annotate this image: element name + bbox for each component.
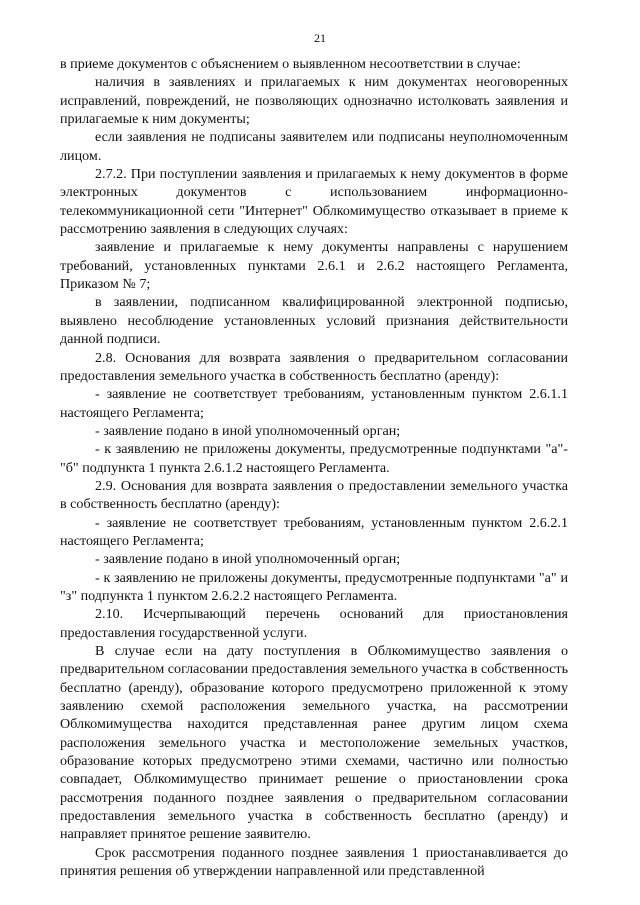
page-number: 21 xyxy=(314,31,326,45)
paragraph: Срок рассмотрения поданного позднее заявления 1 приостанавливается до принятия решения об утверждении направленной или представленной xyxy=(60,844,568,880)
paragraph: - заявление подано в иной уполномоченный орган; xyxy=(95,422,401,439)
paragraph: если заявления не подписаны заявителем или подписаны неуполномоченным лицом. xyxy=(60,129,568,164)
paragraph: наличия в заявлениях и прилагаемых к ним документах неоговоренных исправлений, повреждений, не позволяющих однозначно истолковать заявления и прилагаемые к ним документы; xyxy=(60,74,568,128)
paragraph: 2.9. Основания для возврата заявления о предоставлении земельного участка в собственность бесплатно (аренду): xyxy=(60,477,568,513)
paragraph: В случае если на дату поступления в Облкомимущество заявления о предварительном согласовании предоставления земельного участка в собственность бесплатно (аренду), образование которого предусмотрено приложенной к этому заявлению схемой расположения земельного участка, на рассмотрении Облкомимущества находится представленная ранее другим лицом схема расположения земельного участка и местоположение земельных участков, образование которых предусмотрено этими схемами, частично или полностью совпадает, Облкомимущество принимает решение о приостановлении срока рассмотрения поданного позднее заявления о предварительном согласовании предоставления земельного участка в собственность бесплатно (аренду) и направляет принятое решение заявителю. xyxy=(60,643,569,843)
paragraph: 2.8. Основания для возврата заявления о предварительном согласовании предоставления земельного участка в собственность бесплатно (аренду): xyxy=(60,349,568,384)
paragraph: 2.7.2. При поступлении заявления и прилагаемых к нему документов в форме электронных документов с использованием информационно-телекоммуникационной сети "Интернет" Облкомимущество отказывает в приеме к рассмотрению заявления в следующих случаях: xyxy=(60,166,568,238)
paragraph: - заявление подано в иной уполномоченный орган; xyxy=(95,551,401,568)
paragraph: в приеме документов с объяснением о выявленном несоответствии в случае: xyxy=(60,56,521,72)
paragraph: 2.10. Исчерпывающий перечень оснований для приостановления предоставления государственной услуги. xyxy=(60,606,568,641)
paragraph: заявление и прилагаемые к нему документы направлены с нарушением требований, установленных пунктами 2.6.1 и 2.6.2 настоящего Регламента, Приказом № 7; xyxy=(60,239,568,293)
paragraph: - к заявлению не приложены документы, предусмотренные подпунктами "а"-"б" подпункта 1 пункта 2.6.1.2 настоящего Регламента. xyxy=(60,441,568,476)
paragraph: - к заявлению не приложены документы, предусмотренные подпунктами "а" и "з" подпункта 1 пунктом 2.6.2.2 настоящего Регламента. xyxy=(60,569,568,604)
document-body xyxy=(60,55,568,880)
paragraph: - заявление не соответствует требованиям, установленным пунктом 2.6.1.1 настоящего Регламента; xyxy=(60,386,568,421)
paragraph: в заявлении, подписанном квалифицированной электронной подписью, выявлено несоблюдение установленных условий признания действительности данной подписи. xyxy=(60,294,568,348)
paragraph: - заявление не соответствует требованиям, установленным пунктом 2.6.2.1 настоящего Регламента; xyxy=(60,514,568,549)
